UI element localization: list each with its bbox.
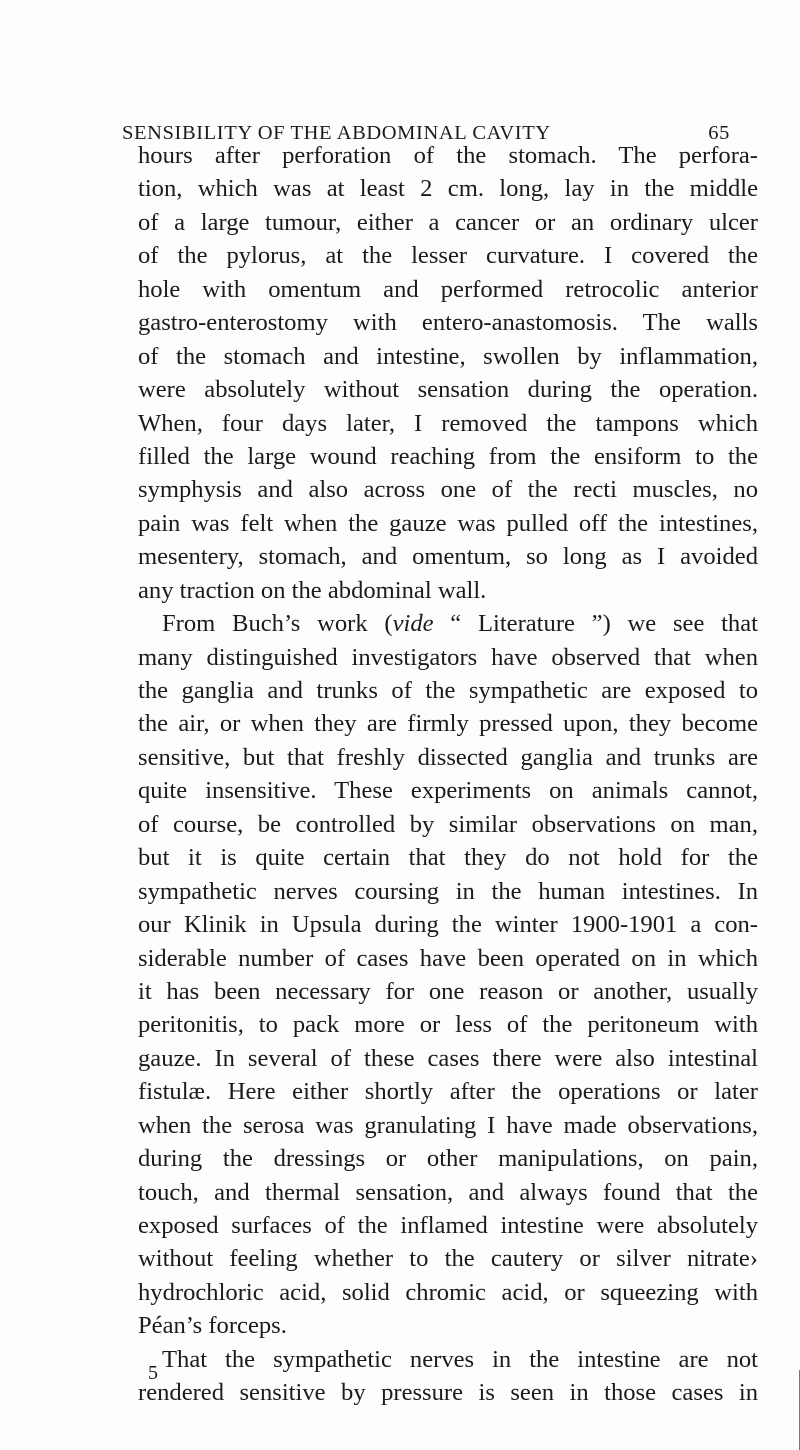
text-line: without feeling whether to the cautery or silver nitrate› bbox=[138, 1245, 758, 1273]
text-line: during the dressings or other manipulations, on pain, bbox=[138, 1145, 758, 1173]
text-line: any traction on the abdominal wall. bbox=[138, 576, 487, 604]
text-line: of the pylorus, at the lesser curvature. I covered the bbox=[138, 242, 758, 270]
text-segment: “ Literature ”) we see that bbox=[433, 610, 758, 638]
text-line: siderable number of cases have been operated on in which bbox=[138, 944, 758, 972]
text-line: were absolutely without sensation during the operation. bbox=[138, 376, 758, 404]
text-line: but it is quite certain that they do not hold for the bbox=[138, 844, 758, 872]
body-text bbox=[138, 139, 758, 1410]
text-line: symphysis and also across one of the recti muscles, no bbox=[138, 476, 758, 504]
text-line: of the stomach and intestine, swollen by inflammation, bbox=[138, 342, 758, 370]
text-line: the air, or when they are firmly pressed upon, they become bbox=[138, 710, 758, 738]
text-line: our Klinik in Upsula during the winter 1900-1901 a con- bbox=[138, 911, 758, 939]
text-line: tion, which was at least 2 cm. long, lay in the middle bbox=[138, 175, 758, 203]
text-line: quite insensitive. These experiments on animals cannot, bbox=[138, 777, 758, 805]
text-line: hole with omentum and performed retrocolic anterior bbox=[138, 275, 758, 303]
text-line: when the serosa was granulating I have made observations, bbox=[138, 1111, 758, 1139]
text-line: filled the large wound reaching from the ensiform to the bbox=[138, 442, 758, 470]
text-line: it has been necessary for one reason or another, usually bbox=[138, 977, 758, 1005]
italic-term-vide: vide bbox=[392, 610, 434, 638]
text-line: sensitive, but that freshly dissected ganglia and trunks are bbox=[138, 743, 758, 771]
text-line: hours after perforation of the stomach. The perfora- bbox=[138, 142, 758, 169]
text-line: rendered sensitive by pressure is seen in those cases in bbox=[138, 1379, 758, 1407]
text-line: peritonitis, to pack more or less of the peritoneum with bbox=[138, 1011, 758, 1039]
text-segment: From Buch’s work ( bbox=[162, 610, 393, 638]
text-line: touch, and thermal sensation, and always found that the bbox=[138, 1178, 758, 1206]
text-line: of a large tumour, either a cancer or an ordinary ulcer bbox=[138, 208, 758, 236]
text-line-mixed bbox=[138, 607, 758, 640]
text-line: the ganglia and trunks of the sympathetic are exposed to bbox=[138, 677, 758, 704]
text-line: mesentery, stomach, and omentum, so long as I avoided bbox=[138, 543, 758, 571]
text-line: That the sympathetic nerves in the intestine are not bbox=[162, 1345, 758, 1373]
text-line: gauze. In several of these cases there were also intestinal bbox=[138, 1044, 758, 1072]
text-line: exposed surfaces of the inflamed intestine were absolutely bbox=[138, 1212, 758, 1239]
page-number: 65 bbox=[708, 122, 730, 144]
text-line: When, four days later, I removed the tampons which bbox=[138, 409, 758, 437]
text-line: hydrochloric acid, solid chromic acid, or squeezing with bbox=[138, 1278, 758, 1306]
text-line: many distinguished investigators have observed that when bbox=[138, 643, 758, 671]
text-line: sympathetic nerves coursing in the human intestines. In bbox=[138, 877, 758, 905]
text-line: Péan’s forceps. bbox=[138, 1312, 287, 1340]
text-line: fistulæ. Here either shortly after the operations or later bbox=[138, 1078, 758, 1106]
running-head-title: SENSIBILITY OF THE ABDOMINAL CAVITY bbox=[122, 122, 551, 144]
text-line: pain was felt when the gauze was pulled off the intestines, bbox=[138, 509, 758, 537]
signature-mark: 5 bbox=[148, 1362, 158, 1384]
text-line: of course, be controlled by similar observations on man, bbox=[138, 810, 758, 838]
text-line: gastro-enterostomy with entero-anastomosis. The walls bbox=[138, 309, 758, 337]
